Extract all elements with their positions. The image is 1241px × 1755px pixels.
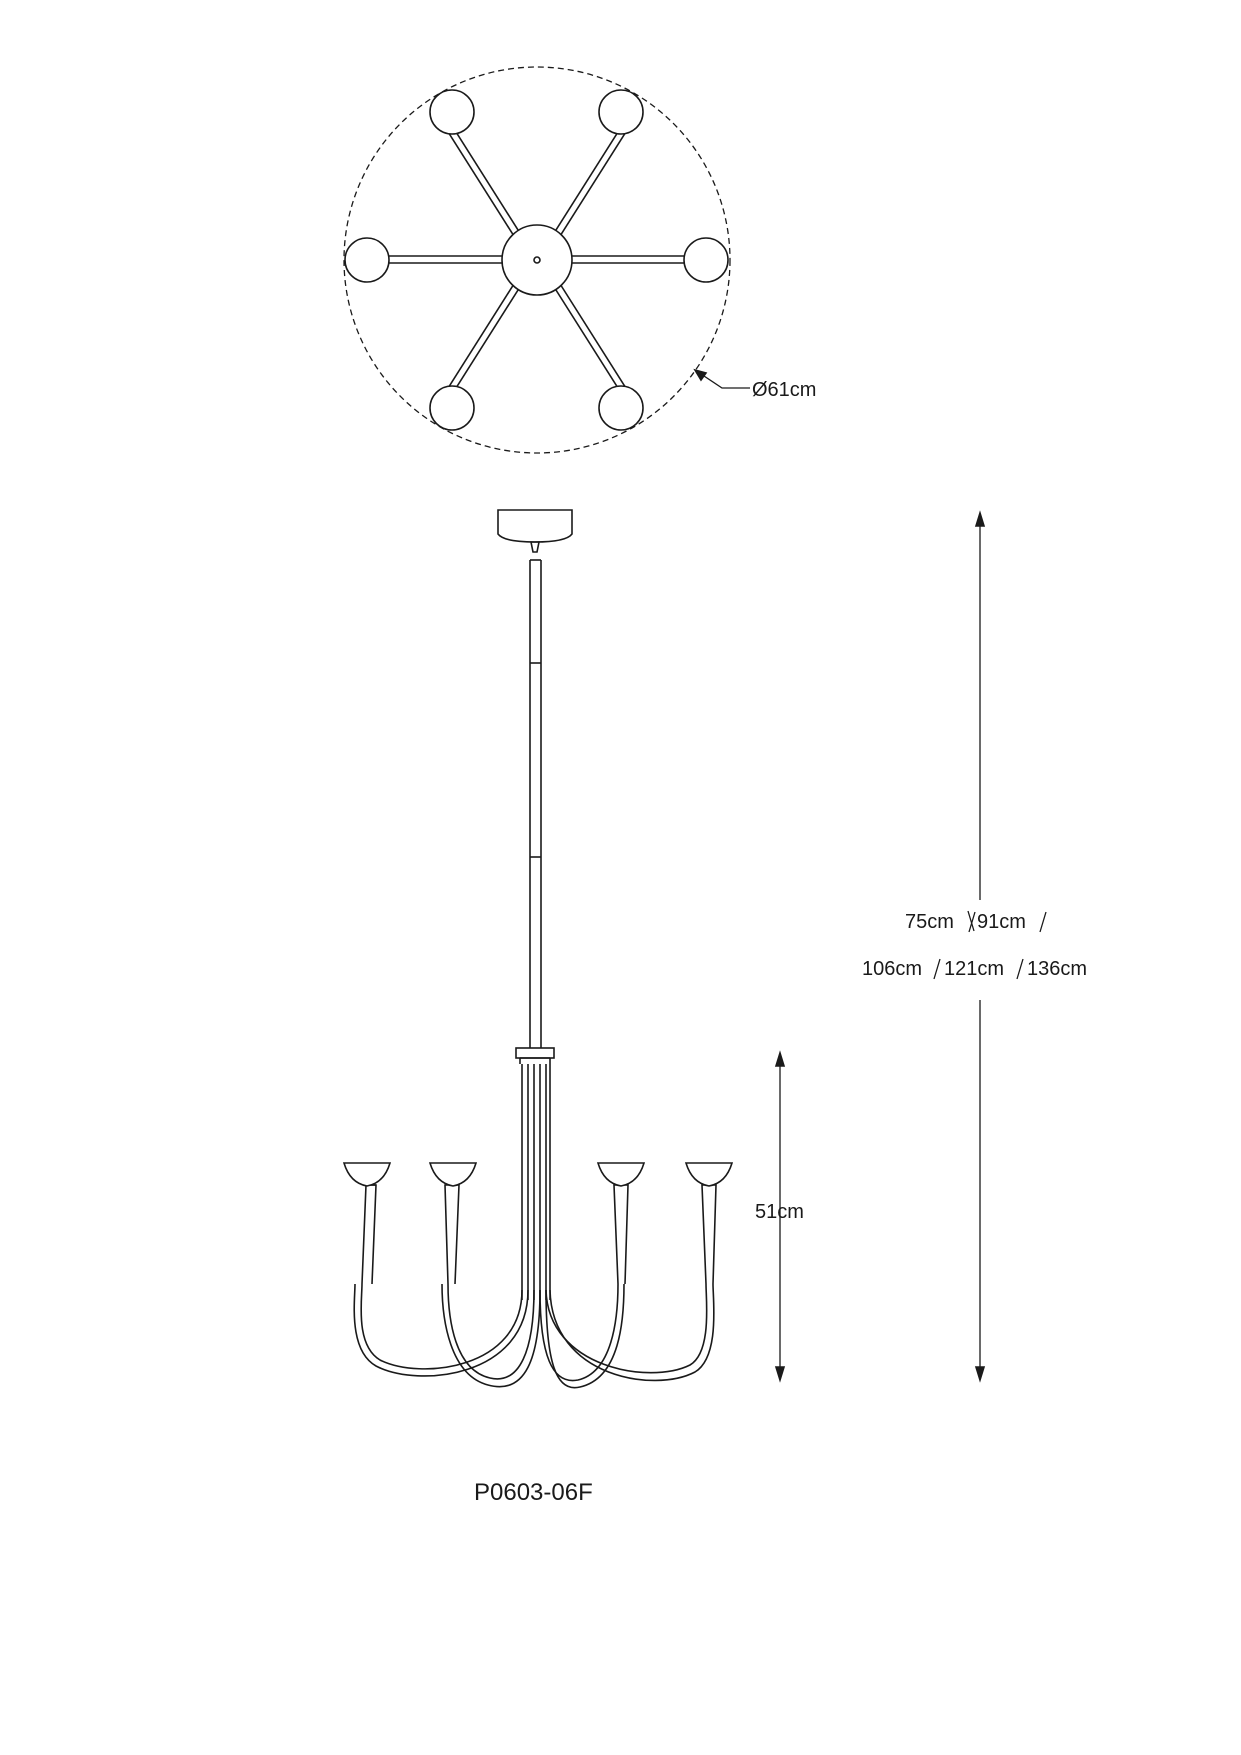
side-shade-3	[598, 1163, 644, 1186]
total-height-arrow-down	[976, 1367, 984, 1380]
shade-left	[345, 238, 389, 282]
candle-stem-2	[445, 1185, 459, 1284]
height-75: 75cm	[905, 911, 954, 933]
side-shade-1	[344, 1163, 390, 1186]
top-view	[344, 67, 750, 453]
diameter-leader-arrow	[695, 370, 706, 380]
side-shade-4	[686, 1163, 732, 1186]
total-height-arrow-up	[976, 513, 984, 526]
arm-stems	[522, 1064, 550, 1300]
body-height-arrow-up	[776, 1053, 784, 1066]
ceiling-canopy	[498, 510, 572, 542]
hub-circle	[502, 225, 572, 295]
candle-stem-3	[614, 1185, 628, 1284]
side-shade-2	[430, 1163, 476, 1186]
rod-collar	[516, 1048, 554, 1058]
slash-1	[968, 911, 974, 931]
arm-outer-right	[546, 1284, 707, 1373]
side-view	[344, 510, 984, 1388]
height-106: 106cm	[862, 958, 923, 980]
body-height-arrow-down	[776, 1367, 784, 1380]
shade-bottom-right	[599, 386, 643, 430]
shade-right	[684, 238, 728, 282]
candle-stem-4	[702, 1185, 716, 1284]
canopy-connector	[531, 542, 539, 552]
height-121: 121cm	[944, 958, 1005, 980]
height-136: 136cm	[1027, 958, 1088, 980]
total-height-labels	[862, 911, 1087, 980]
height-91: 91cm	[977, 911, 1026, 933]
shade-top-right	[599, 90, 643, 134]
shade-bottom-left	[430, 386, 474, 430]
candle-stem-1	[362, 1185, 376, 1284]
shade-top-left	[430, 90, 474, 134]
model-code: P0603-06F	[474, 1479, 593, 1506]
body-height-label: 51cm	[755, 1201, 804, 1223]
diameter-label: Ø61cm	[752, 379, 817, 401]
arm-inner-right	[540, 1284, 618, 1381]
